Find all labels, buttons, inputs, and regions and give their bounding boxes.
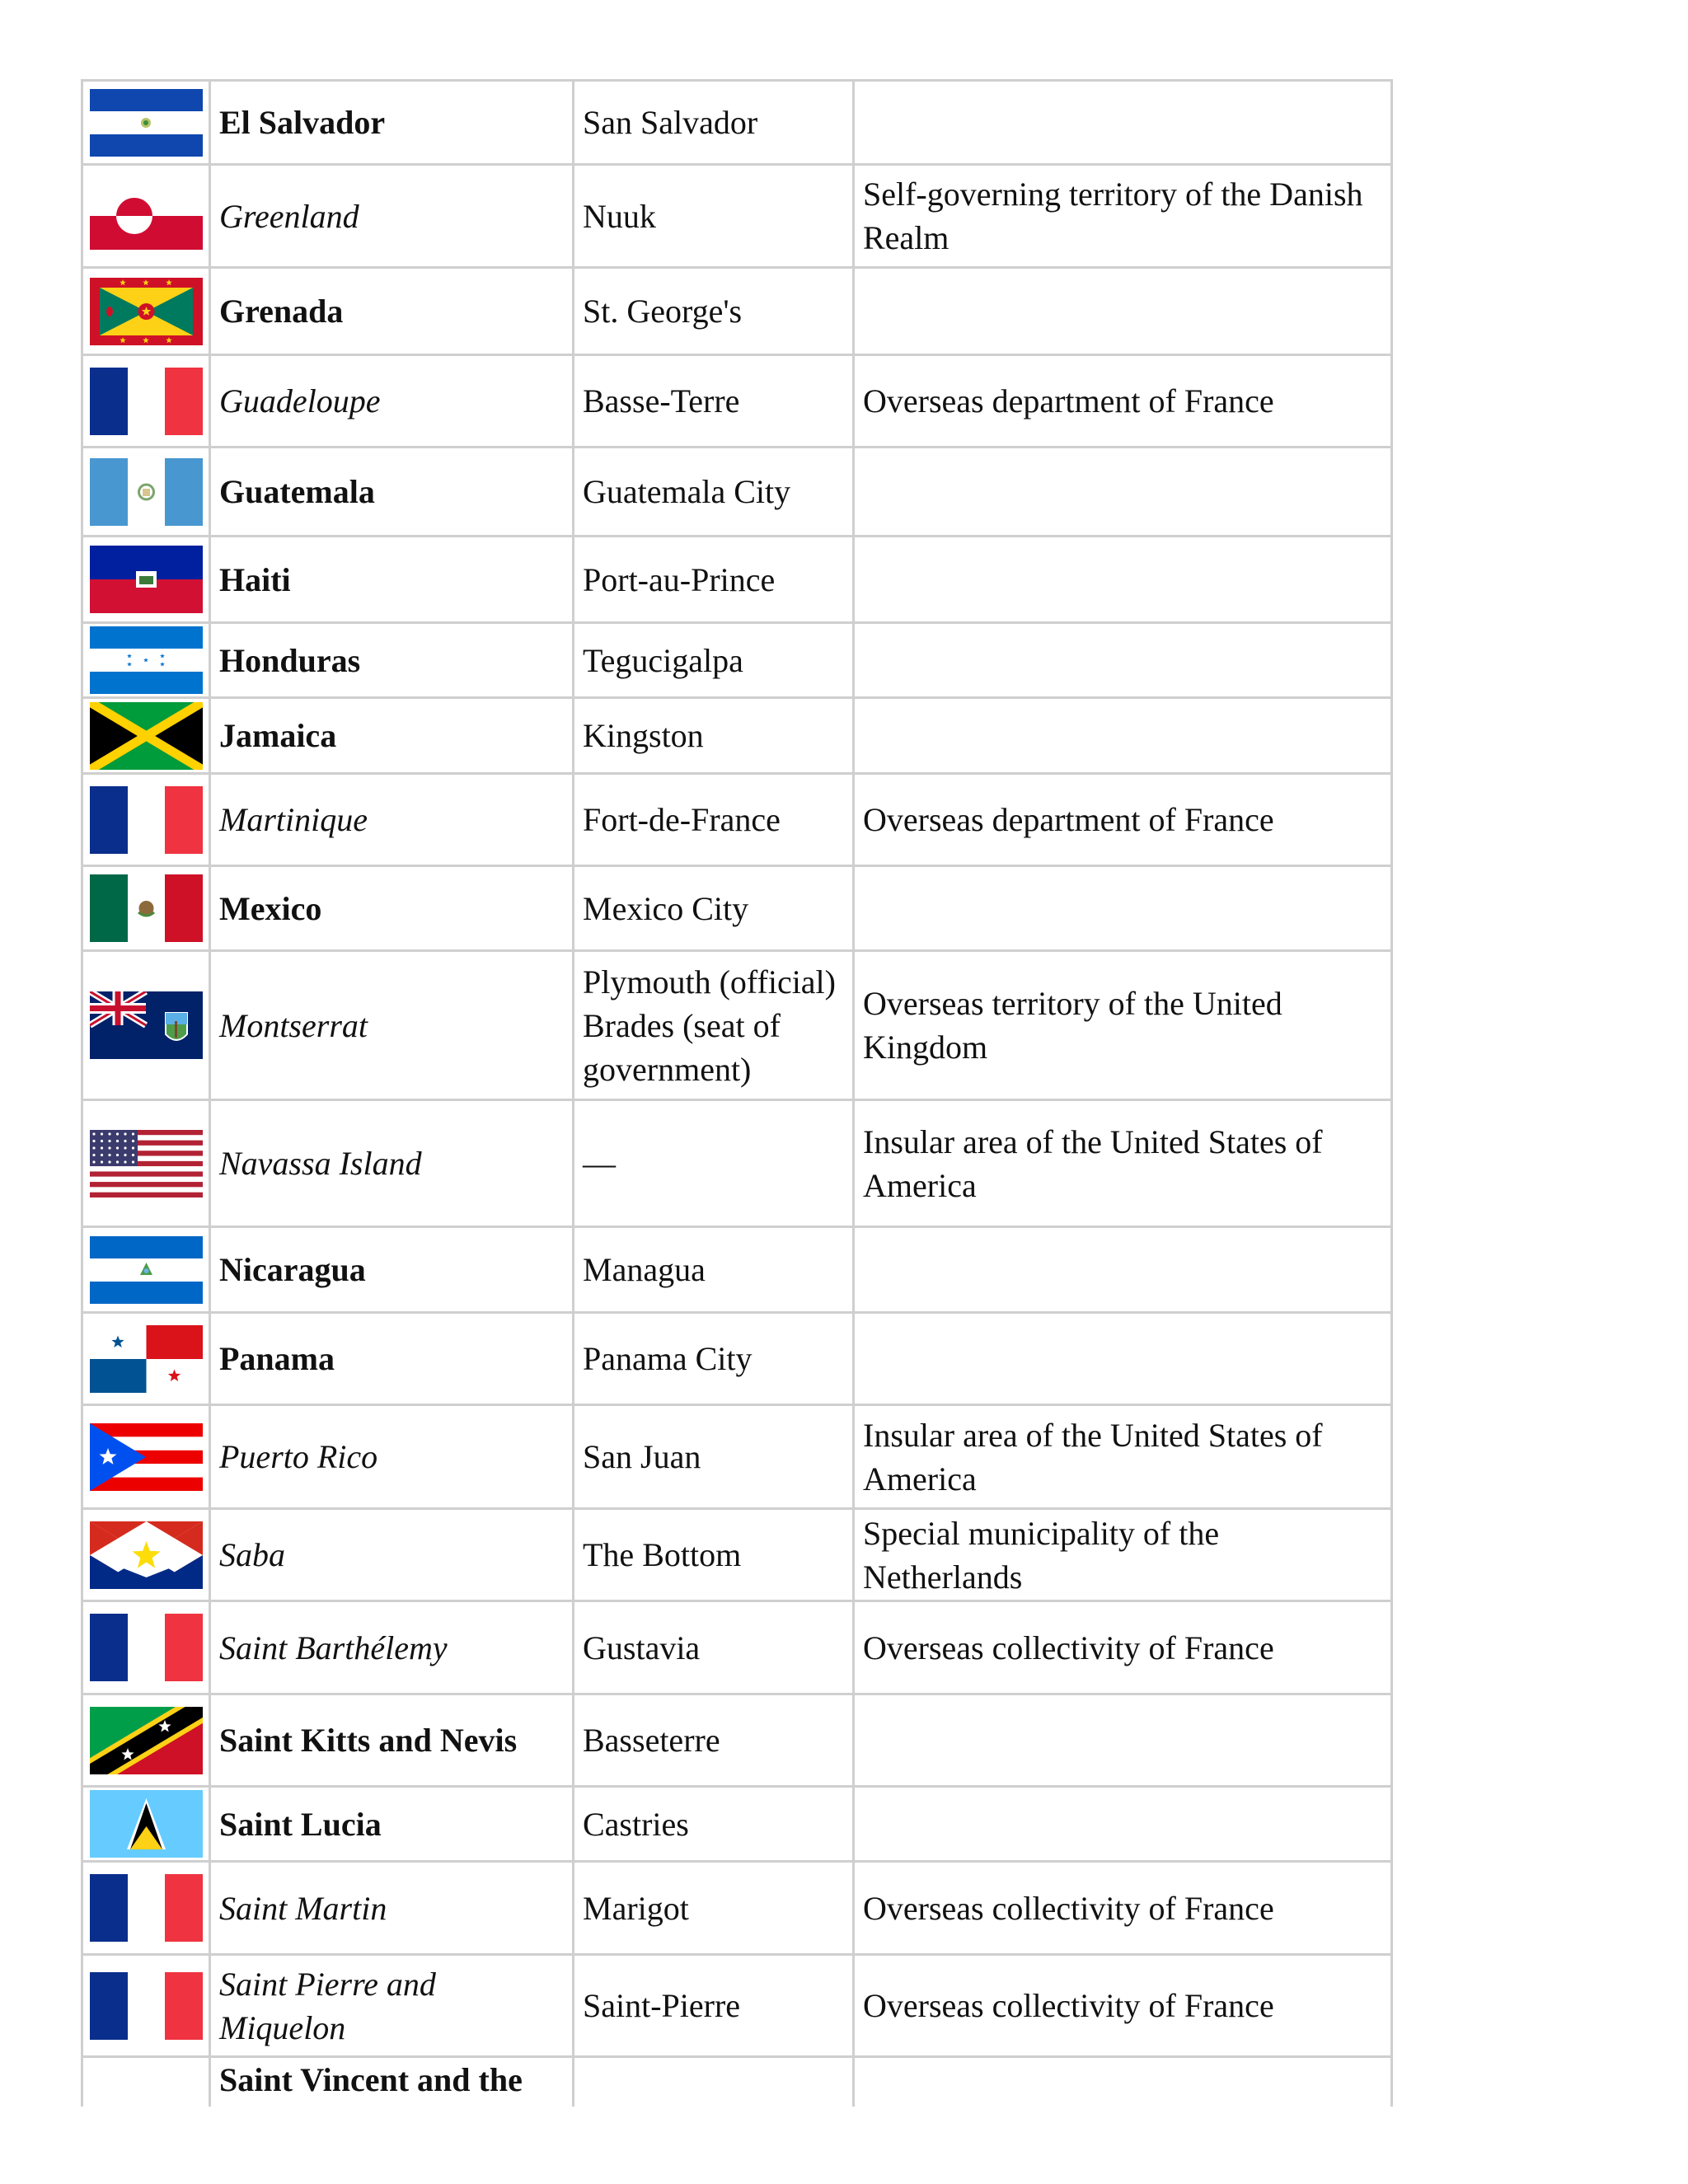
flag-cell	[82, 355, 210, 448]
table-row	[82, 448, 1392, 537]
france-flag-icon	[90, 786, 203, 854]
capital-cell: —	[574, 1100, 854, 1227]
flag-cell	[82, 1955, 210, 2057]
flag-cell	[82, 165, 210, 268]
capital-cell	[574, 2057, 854, 2107]
table-row	[82, 774, 1392, 866]
country-name: Saba	[210, 1509, 574, 1601]
table-row	[82, 1313, 1392, 1405]
country-name: Grenada	[210, 268, 574, 355]
guatemala-flag-icon	[90, 458, 203, 526]
puerto-rico-flag-icon	[90, 1423, 203, 1491]
honduras-flag-icon	[90, 626, 203, 694]
flag-cell	[82, 698, 210, 774]
capital-cell: Basseterre	[574, 1694, 854, 1787]
notes-cell	[854, 623, 1392, 698]
capital-cell: Panama City	[574, 1313, 854, 1405]
notes-cell: Special municipality of the Netherlands	[854, 1509, 1392, 1601]
capital-cell: San Juan	[574, 1405, 854, 1509]
capital-cell: San Salvador	[574, 81, 854, 165]
notes-cell	[854, 1227, 1392, 1313]
saba-flag-icon	[90, 1521, 203, 1589]
country-name: Greenland	[210, 165, 574, 268]
el-salvador-flag-icon	[90, 89, 203, 157]
notes-cell: Overseas collectivity of France	[854, 1862, 1392, 1955]
flag-cell	[82, 623, 210, 698]
country-name: Puerto Rico	[210, 1405, 574, 1509]
capital-cell: Mexico City	[574, 866, 854, 951]
notes-cell: Overseas collectivity of France	[854, 1601, 1392, 1694]
france-flag-icon	[90, 1614, 203, 1681]
table-row	[82, 1509, 1392, 1601]
notes-cell	[854, 2057, 1392, 2107]
flag-cell	[82, 268, 210, 355]
table-row	[82, 866, 1392, 951]
france-flag-icon	[90, 1972, 203, 2040]
notes-cell	[854, 268, 1392, 355]
flag-cell	[82, 2057, 210, 2107]
flag-cell	[82, 1601, 210, 1694]
flag-cell	[82, 1509, 210, 1601]
united-states-flag-icon	[90, 1130, 203, 1197]
nicaragua-flag-icon	[90, 1236, 203, 1304]
mexico-flag-icon	[90, 874, 203, 942]
table-row	[82, 1955, 1392, 2057]
flag-cell	[82, 1694, 210, 1787]
jamaica-flag-icon	[90, 702, 203, 770]
notes-cell	[854, 1694, 1392, 1787]
capital-cell: Tegucigalpa	[574, 623, 854, 698]
flag-cell	[82, 951, 210, 1100]
country-name: Navassa Island	[210, 1100, 574, 1227]
notes-cell	[854, 698, 1392, 774]
capital-cell: Guatemala City	[574, 448, 854, 537]
table-row	[82, 81, 1392, 165]
table-row	[82, 268, 1392, 355]
table-row	[82, 165, 1392, 268]
capital-cell: Basse-Terre	[574, 355, 854, 448]
capital-cell: The Bottom	[574, 1509, 854, 1601]
capital-cell: Nuuk	[574, 165, 854, 268]
montserrat-flag-icon	[90, 991, 203, 1059]
notes-cell	[854, 448, 1392, 537]
flag-cell	[82, 537, 210, 623]
country-name: Guatemala	[210, 448, 574, 537]
capital-cell: Castries	[574, 1787, 854, 1862]
flag-cell	[82, 1787, 210, 1862]
flag-cell	[82, 1862, 210, 1955]
table-row	[82, 1405, 1392, 1509]
flag-cell	[82, 866, 210, 951]
notes-cell: Self-governing territory of the Danish Realm	[854, 165, 1392, 268]
country-name: Montserrat	[210, 951, 574, 1100]
country-name: El Salvador	[210, 81, 574, 165]
country-name: Honduras	[210, 623, 574, 698]
notes-cell	[854, 537, 1392, 623]
panama-flag-icon	[90, 1325, 203, 1393]
notes-cell	[854, 1313, 1392, 1405]
capital-cell: St. George's	[574, 268, 854, 355]
flag-cell	[82, 81, 210, 165]
capital-cell: Gustavia	[574, 1601, 854, 1694]
flag-cell	[82, 1100, 210, 1227]
country-name: Saint Martin	[210, 1862, 574, 1955]
flag-cell	[82, 774, 210, 866]
france-flag-icon	[90, 368, 203, 435]
greenland-flag-icon	[90, 182, 203, 250]
capital-cell: Port-au-Prince	[574, 537, 854, 623]
country-name: Saint Vincent and the	[210, 2057, 574, 2107]
notes-cell	[854, 1787, 1392, 1862]
country-name: Panama	[210, 1313, 574, 1405]
table-row	[82, 1862, 1392, 1955]
notes-cell	[854, 81, 1392, 165]
grenada-flag-icon	[90, 278, 203, 345]
country-name: Mexico	[210, 866, 574, 951]
country-name: Saint Lucia	[210, 1787, 574, 1862]
capital-cell: Fort-de-France	[574, 774, 854, 866]
country-name: Saint Kitts and Nevis	[210, 1694, 574, 1787]
capital-cell: Managua	[574, 1227, 854, 1313]
country-name: Nicaragua	[210, 1227, 574, 1313]
capital-cell: Saint-Pierre	[574, 1955, 854, 2057]
notes-cell: Overseas territory of the United Kingdom	[854, 951, 1392, 1100]
notes-cell: Insular area of the United States of America	[854, 1100, 1392, 1227]
saint-lucia-flag-icon	[90, 1790, 203, 1858]
table-row	[82, 1787, 1392, 1862]
haiti-flag-icon	[90, 546, 203, 613]
flag-cell	[82, 1405, 210, 1509]
table-row	[82, 537, 1392, 623]
france-flag-icon	[90, 1874, 203, 1942]
notes-cell: Overseas department of France	[854, 355, 1392, 448]
country-name: Guadeloupe	[210, 355, 574, 448]
table-row	[82, 1227, 1392, 1313]
country-name: Haiti	[210, 537, 574, 623]
notes-cell: Overseas department of France	[854, 774, 1392, 866]
table-row	[82, 1601, 1392, 1694]
table-row	[82, 698, 1392, 774]
notes-cell	[854, 866, 1392, 951]
capital-cell: Kingston	[574, 698, 854, 774]
table-row	[82, 623, 1392, 698]
capital-cell: Plymouth (official) Brades (seat of government)	[574, 951, 854, 1100]
notes-cell: Overseas collectivity of France	[854, 1955, 1392, 2057]
capital-cell: Marigot	[574, 1862, 854, 1955]
country-name: Jamaica	[210, 698, 574, 774]
flag-cell	[82, 448, 210, 537]
saint-kitts-and-nevis-flag-icon	[90, 1707, 203, 1774]
table-row	[82, 1100, 1392, 1227]
table-row	[82, 951, 1392, 1100]
table-row	[82, 1694, 1392, 1787]
country-name: Saint Pierre and Miquelon	[210, 1955, 574, 2057]
flag-cell	[82, 1313, 210, 1405]
table-row	[82, 2057, 1392, 2107]
flag-cell	[82, 1227, 210, 1313]
country-name: Saint Barthélemy	[210, 1601, 574, 1694]
country-name: Martinique	[210, 774, 574, 866]
countries-table	[81, 79, 1393, 2107]
table-row	[82, 355, 1392, 448]
notes-cell: Insular area of the United States of America	[854, 1405, 1392, 1509]
